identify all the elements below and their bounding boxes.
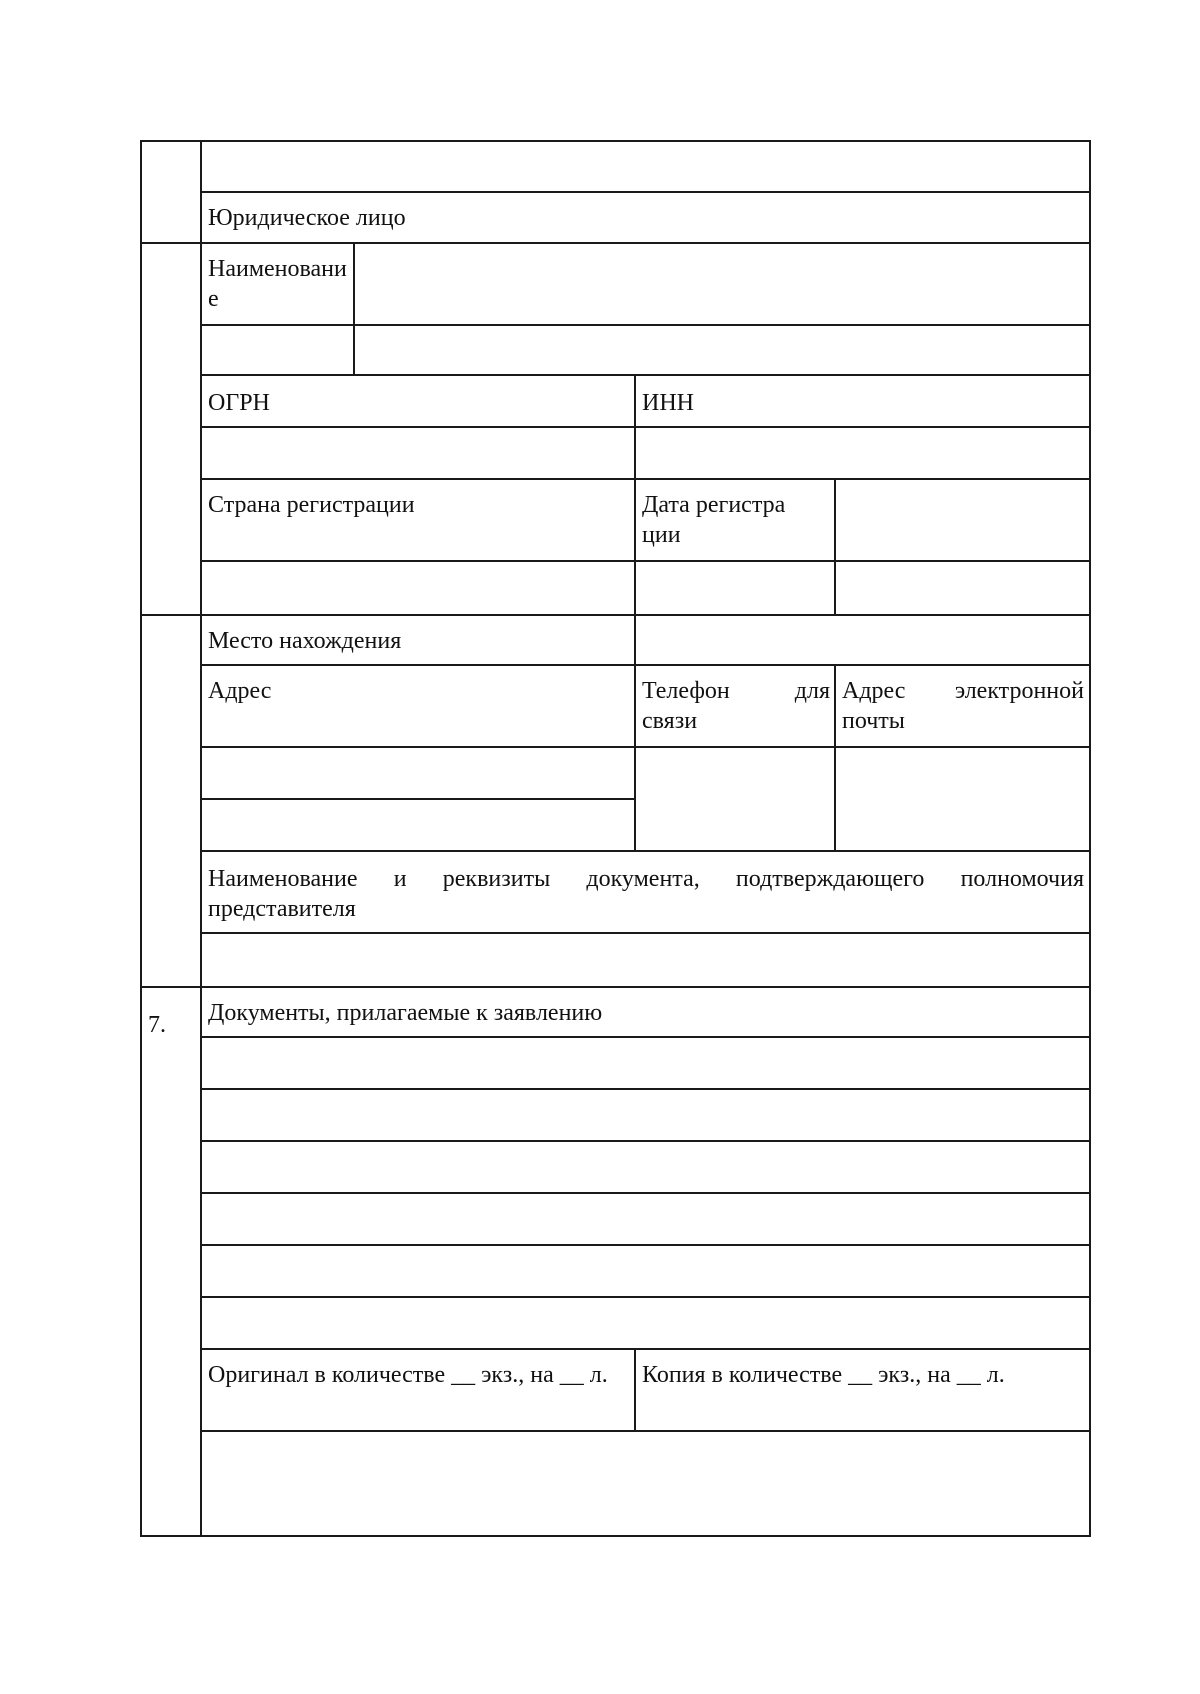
address-line-2-field[interactable] — [203, 801, 633, 850]
row-divider — [200, 746, 1091, 748]
row-divider — [200, 1296, 1091, 1298]
row-divider — [200, 426, 1091, 428]
row-divider — [200, 850, 1091, 852]
email-value-field[interactable] — [837, 749, 1088, 850]
name-value-field[interactable] — [356, 245, 1088, 323]
address-row-divider — [200, 798, 636, 800]
row-divider — [200, 324, 1091, 326]
table-border-top — [140, 140, 1091, 142]
name-label-divider — [353, 242, 355, 376]
legal-entity-heading: Юридическое лицо — [208, 205, 406, 231]
original-count-label: Оригинал в количестве __ экз., на __ л. — [208, 1362, 608, 1388]
row-divider — [200, 191, 1091, 193]
inn-label: ИНН — [642, 390, 694, 416]
section-separator — [140, 614, 1091, 616]
name-extra-value-field[interactable] — [356, 327, 1088, 373]
phone-label: Телефон для связи — [642, 678, 830, 734]
phone-value-field[interactable] — [637, 749, 833, 850]
row-divider — [200, 1036, 1091, 1038]
document-entry-field[interactable] — [203, 1195, 1088, 1243]
row-divider — [200, 478, 1091, 480]
section-number: 7. — [148, 1012, 166, 1038]
authority-doc-value-field[interactable] — [203, 935, 1088, 985]
documents-heading: Документы, прилагаемые к заявлению — [208, 1000, 603, 1026]
table-border-left — [140, 140, 142, 1537]
country-label: Страна регистрации — [208, 492, 415, 518]
row-divider — [200, 1192, 1091, 1194]
number-column-divider — [200, 140, 202, 1537]
country-value-field[interactable] — [203, 563, 633, 613]
row-divider — [200, 1140, 1091, 1142]
phone-email-divider — [834, 666, 836, 852]
table-border-bottom — [140, 1535, 1091, 1537]
authority-doc-label: Наименование и реквизиты документа, подтверждающего полномочия представителя — [208, 866, 1084, 922]
row-divider — [200, 374, 1091, 376]
ogrn-label: ОГРН — [208, 390, 270, 416]
name-label: Наименование — [208, 256, 347, 312]
location-value-field[interactable] — [637, 617, 1088, 665]
row-divider — [200, 1348, 1091, 1350]
address-line-1-field[interactable] — [203, 749, 633, 797]
date-value-divider — [834, 480, 836, 614]
table-border-right — [1089, 140, 1091, 1537]
date-value-field[interactable] — [837, 481, 1088, 560]
document-entry-field[interactable] — [203, 1039, 1088, 1087]
email-label: Адрес электронной почты — [842, 678, 1084, 734]
location-heading: Место нахождения — [208, 628, 402, 654]
address-label: Адрес — [208, 678, 272, 704]
date-extra-field[interactable] — [637, 563, 833, 613]
documents-notes-field[interactable] — [203, 1433, 1088, 1534]
inn-value-field[interactable] — [637, 429, 1088, 479]
copy-count-label: Копия в количестве __ экз., на __ л. — [642, 1362, 1005, 1388]
document-entry-field[interactable] — [203, 1247, 1088, 1295]
section-separator — [140, 986, 1091, 988]
document-entry-field[interactable] — [203, 1091, 1088, 1139]
row-divider — [200, 1430, 1091, 1432]
row-divider — [200, 560, 1091, 562]
document-entry-field[interactable] — [203, 1143, 1088, 1191]
ogrn-inn-divider — [634, 376, 636, 614]
name-extra-label-field[interactable] — [203, 327, 352, 373]
location-divider — [634, 616, 636, 852]
row-divider — [200, 1244, 1091, 1246]
section-separator — [140, 242, 1091, 244]
date-label: Дата регистрации — [642, 492, 786, 548]
date-extra-value-field[interactable] — [837, 563, 1088, 613]
ogrn-value-field[interactable] — [203, 429, 633, 479]
row-divider — [200, 1088, 1091, 1090]
document-entry-field[interactable] — [203, 1299, 1088, 1347]
row-divider — [200, 664, 1091, 666]
original-copy-divider — [634, 1350, 636, 1430]
row-divider — [200, 932, 1091, 934]
